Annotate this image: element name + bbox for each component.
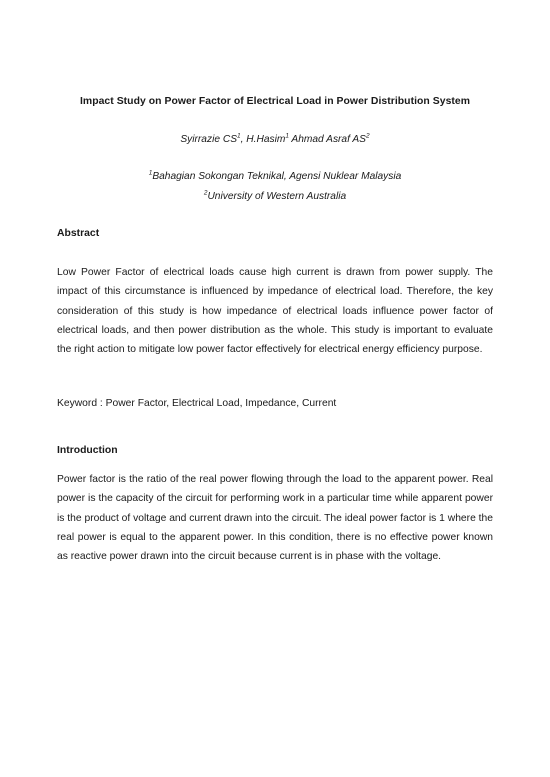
affiliation-1: [0, 171, 550, 182]
abstract-paragraph: Low Power Factor of electrical loads cause high current is drawn from power supply. The impact of this circumstance is influenced by impedance of electrical load. Therefore, the key consideration of this study is how impedance of electrical loads influence power factor of electrical loads, and then power distribution as the whole. This study is important to evaluate the right action to mitigate low power factor effectively for electrical energy efficiency purpose.: [57, 267, 493, 356]
keyword-line: Keyword : Power Factor, Electrical Load, Impedance, Current: [57, 398, 337, 409]
author-affil-marker: 1: [236, 132, 241, 140]
affiliation-marker: 1: [148, 169, 153, 177]
affiliation-text: Bahagian Sokongan Teknikal, Agensi Nuklear Malaysia: [152, 171, 402, 182]
author-line: [0, 134, 550, 145]
introduction-paragraph: Power factor is the ratio of the real power flowing through the load to the apparent power. Real power is the capacity of the circuit for performing work in a particular time while apparent power is the product of voltage and current drawn into the circuit. The ideal power factor is 1 where the real power is equal to the apparent power. In this condition, there is no effective power known as reactive power drawn into the circuit because current is in phase with the voltage.: [57, 474, 493, 563]
author-name: H.Hasim: [246, 134, 286, 145]
introduction-heading: Introduction: [57, 445, 118, 456]
author-affil-marker: 2: [365, 132, 370, 140]
author-name: Syirrazie CS: [180, 134, 237, 145]
author-name: Ahmad Asraf AS: [291, 134, 366, 145]
affiliation-2: [0, 191, 550, 202]
abstract-heading: Abstract: [57, 228, 100, 239]
affiliation-marker: 2: [203, 189, 208, 197]
affiliation-text: University of Western Australia: [207, 191, 347, 202]
paper-title: Impact Study on Power Factor of Electrical Load in Power Distribution System: [79, 96, 471, 107]
author-affil-marker: 1: [285, 132, 289, 140]
author-separator: ,: [240, 134, 247, 145]
